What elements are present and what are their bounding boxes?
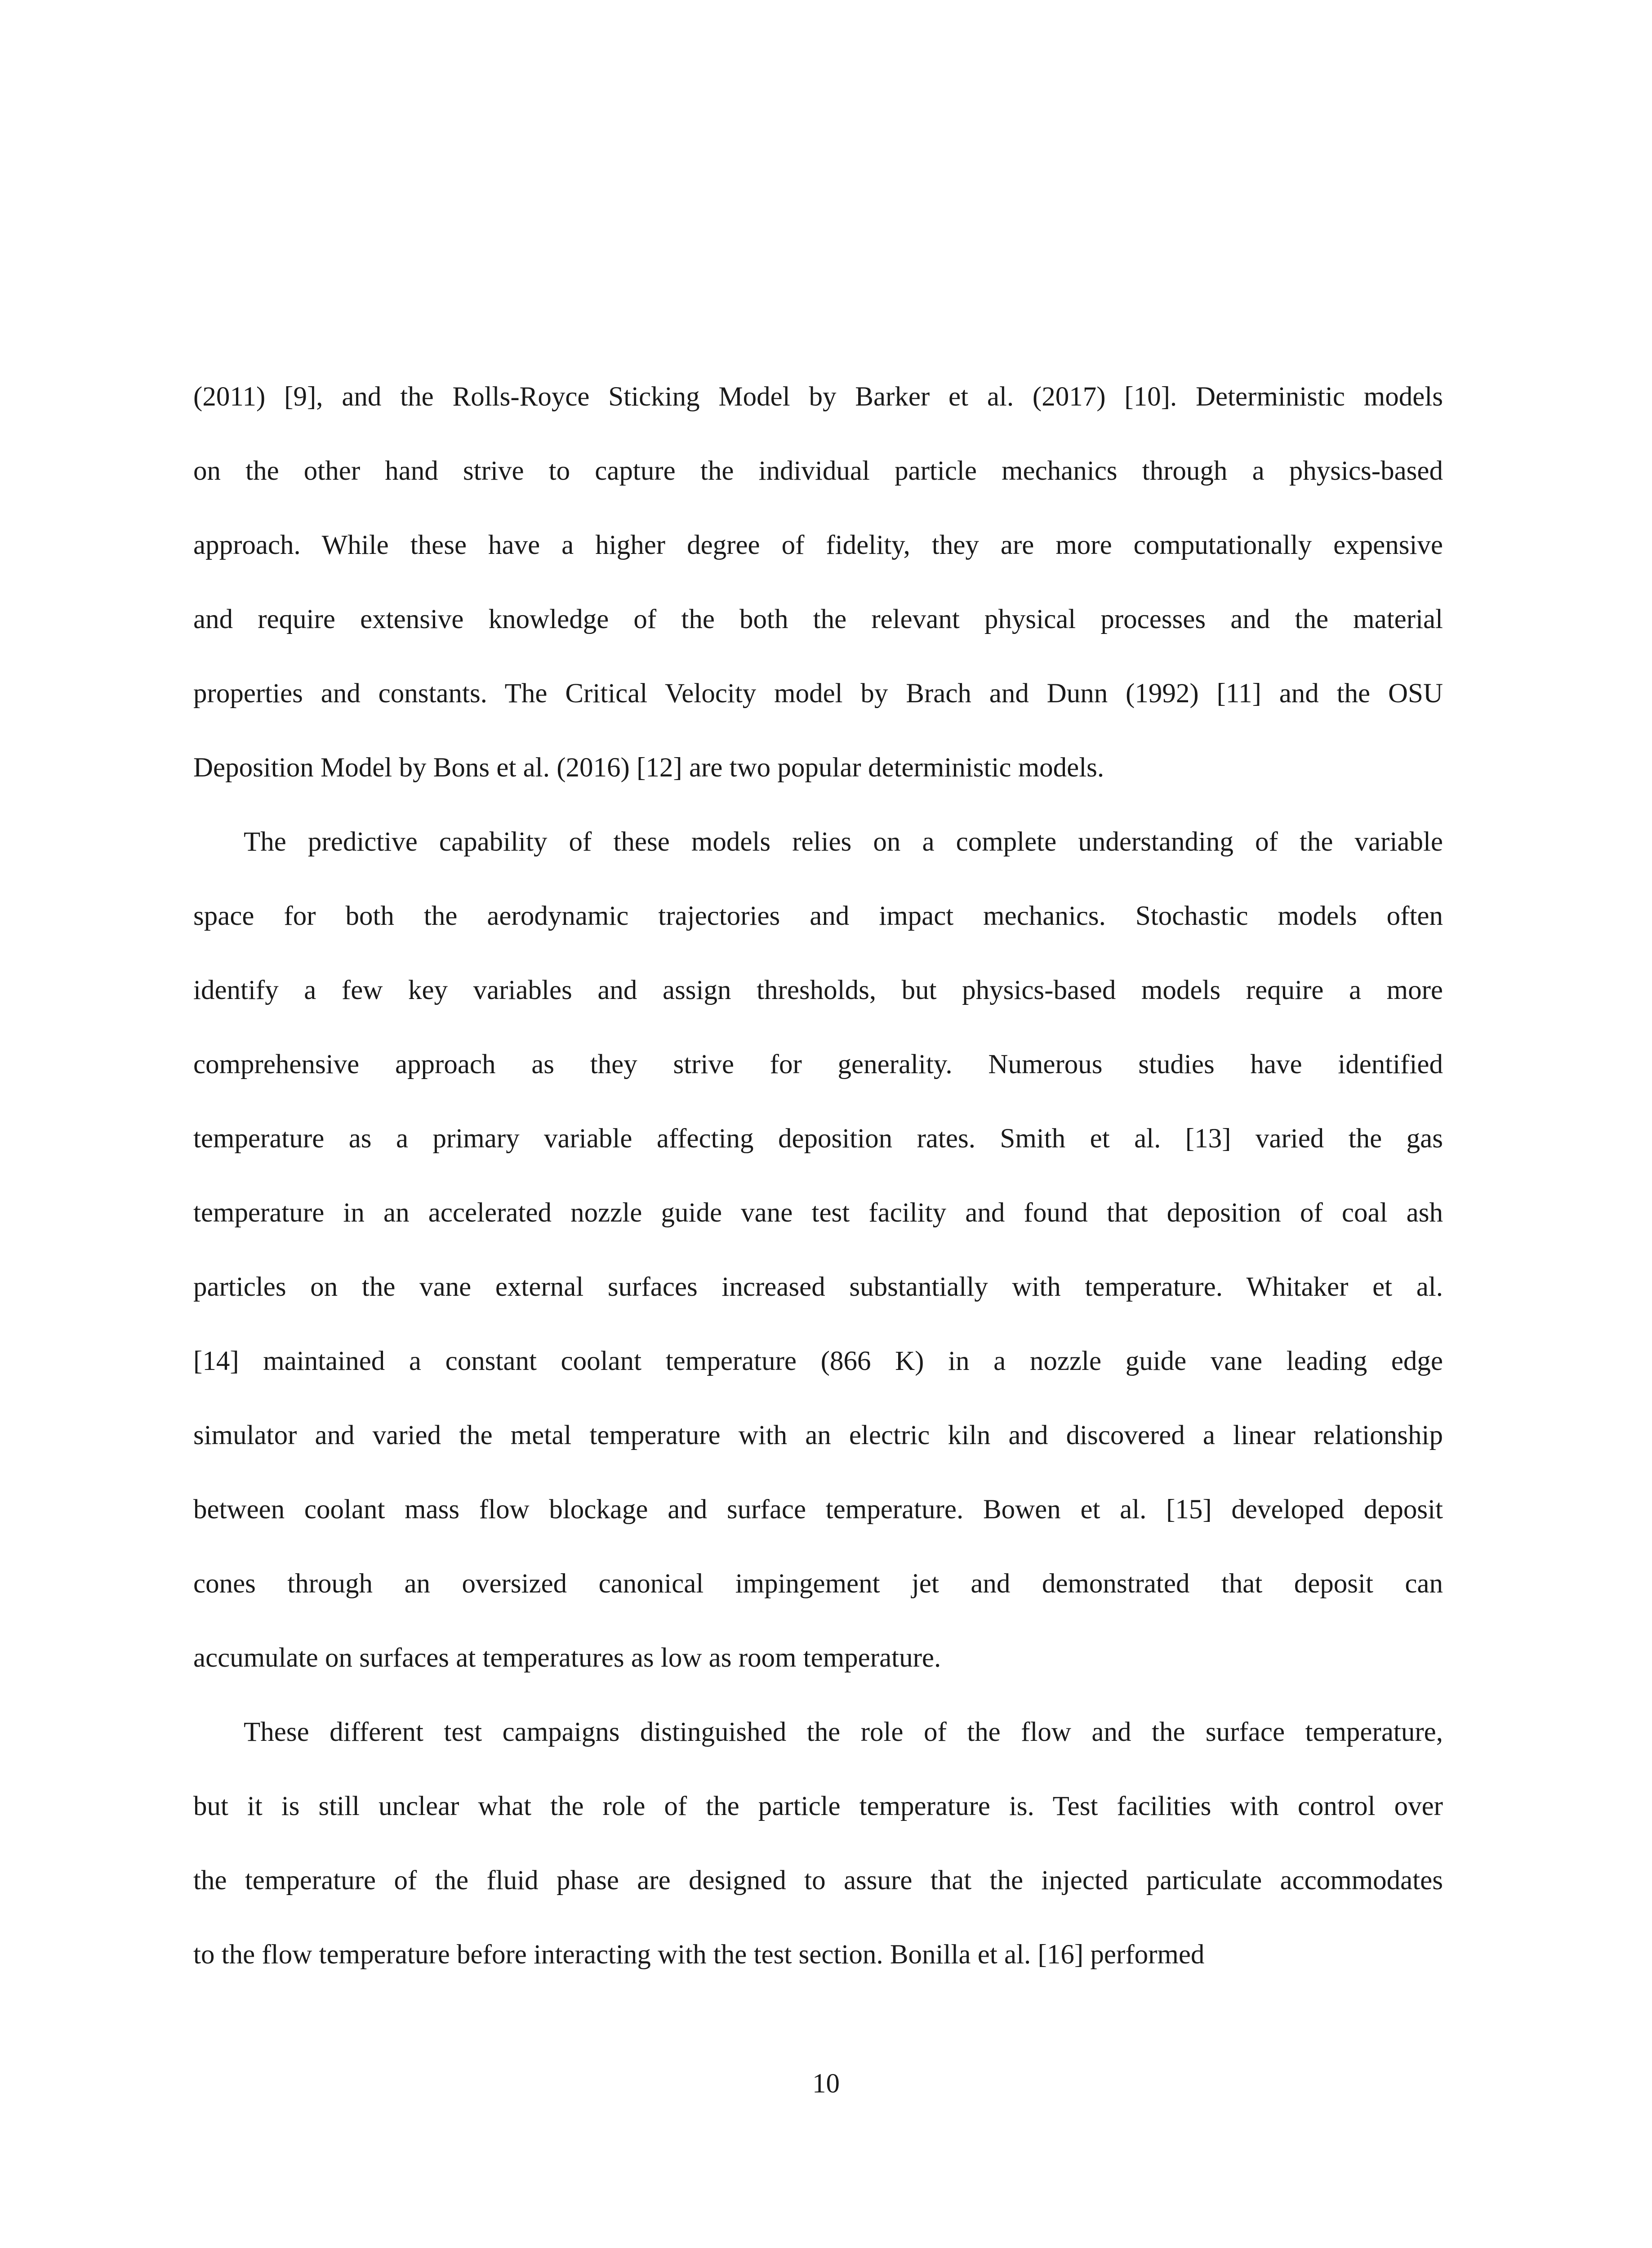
text-line: particles on the vane external surfaces increased substantially with temperature. Whitaker et al. (193, 1272, 1443, 1302)
text-line: to the flow temperature before interacting with the test section. Bonilla et al. [16] performed (193, 1940, 1205, 1970)
text-line: properties and constants. The Critical Velocity model by Brach and Dunn (1992) [11] and the OSU (193, 678, 1443, 709)
text-line: (2011) [9], and the Rolls-Royce Sticking Model by Barker et al. (2017) [10]. Deterministic models (193, 382, 1443, 412)
text-line: space for both the aerodynamic trajectories and impact mechanics. Stochastic models often (193, 901, 1443, 931)
text-line: on the other hand strive to capture the individual particle mechanics through a physics-based (193, 456, 1443, 486)
paragraph-3 (193, 1695, 1443, 1992)
text-line: approach. While these have a higher degree of fidelity, they are more computationally expensive (193, 530, 1443, 560)
text-line: Deposition Model by Bons et al. (2016) [12] are two popular deterministic models. (193, 753, 1104, 783)
text-line: accumulate on surfaces at temperatures as low as room temperature. (193, 1643, 941, 1673)
text-line: simulator and varied the metal temperature with an electric kiln and discovered a linear relationship (193, 1420, 1443, 1450)
document-body (193, 360, 1443, 1992)
text-line: [14] maintained a constant coolant temperature (866 K) in a nozzle guide vane leading edge (193, 1346, 1443, 1376)
text-line: between coolant mass flow blockage and surface temperature. Bowen et al. [15] developed deposit (193, 1494, 1443, 1525)
text-line: but it is still unclear what the role of the particle temperature is. Test facilities with control over (193, 1791, 1443, 1821)
text-line: the temperature of the fluid phase are designed to assure that the injected particulate accommodates (193, 1865, 1443, 1896)
text-line: The predictive capability of these models relies on a complete understanding of the variable (244, 827, 1443, 857)
paragraph-2 (193, 805, 1443, 1695)
text-line: identify a few key variables and assign thresholds, but physics-based models require a more (193, 975, 1443, 1005)
text-line: and require extensive knowledge of the both the relevant physical processes and the material (193, 604, 1443, 634)
text-line: temperature in an accelerated nozzle guide vane test facility and found that deposition of coal ash (193, 1198, 1443, 1228)
text-line: These different test campaigns distinguished the role of the flow and the surface temperature, (244, 1717, 1443, 1747)
text-line: comprehensive approach as they strive for generality. Numerous studies have identified (193, 1049, 1443, 1079)
paragraph-1 (193, 360, 1443, 805)
page-number: 10 (812, 2069, 840, 2099)
text-line: cones through an oversized canonical impingement jet and demonstrated that deposit can (193, 1569, 1443, 1599)
text-line: temperature as a primary variable affecting deposition rates. Smith et al. [13] varied the gas (193, 1124, 1443, 1154)
